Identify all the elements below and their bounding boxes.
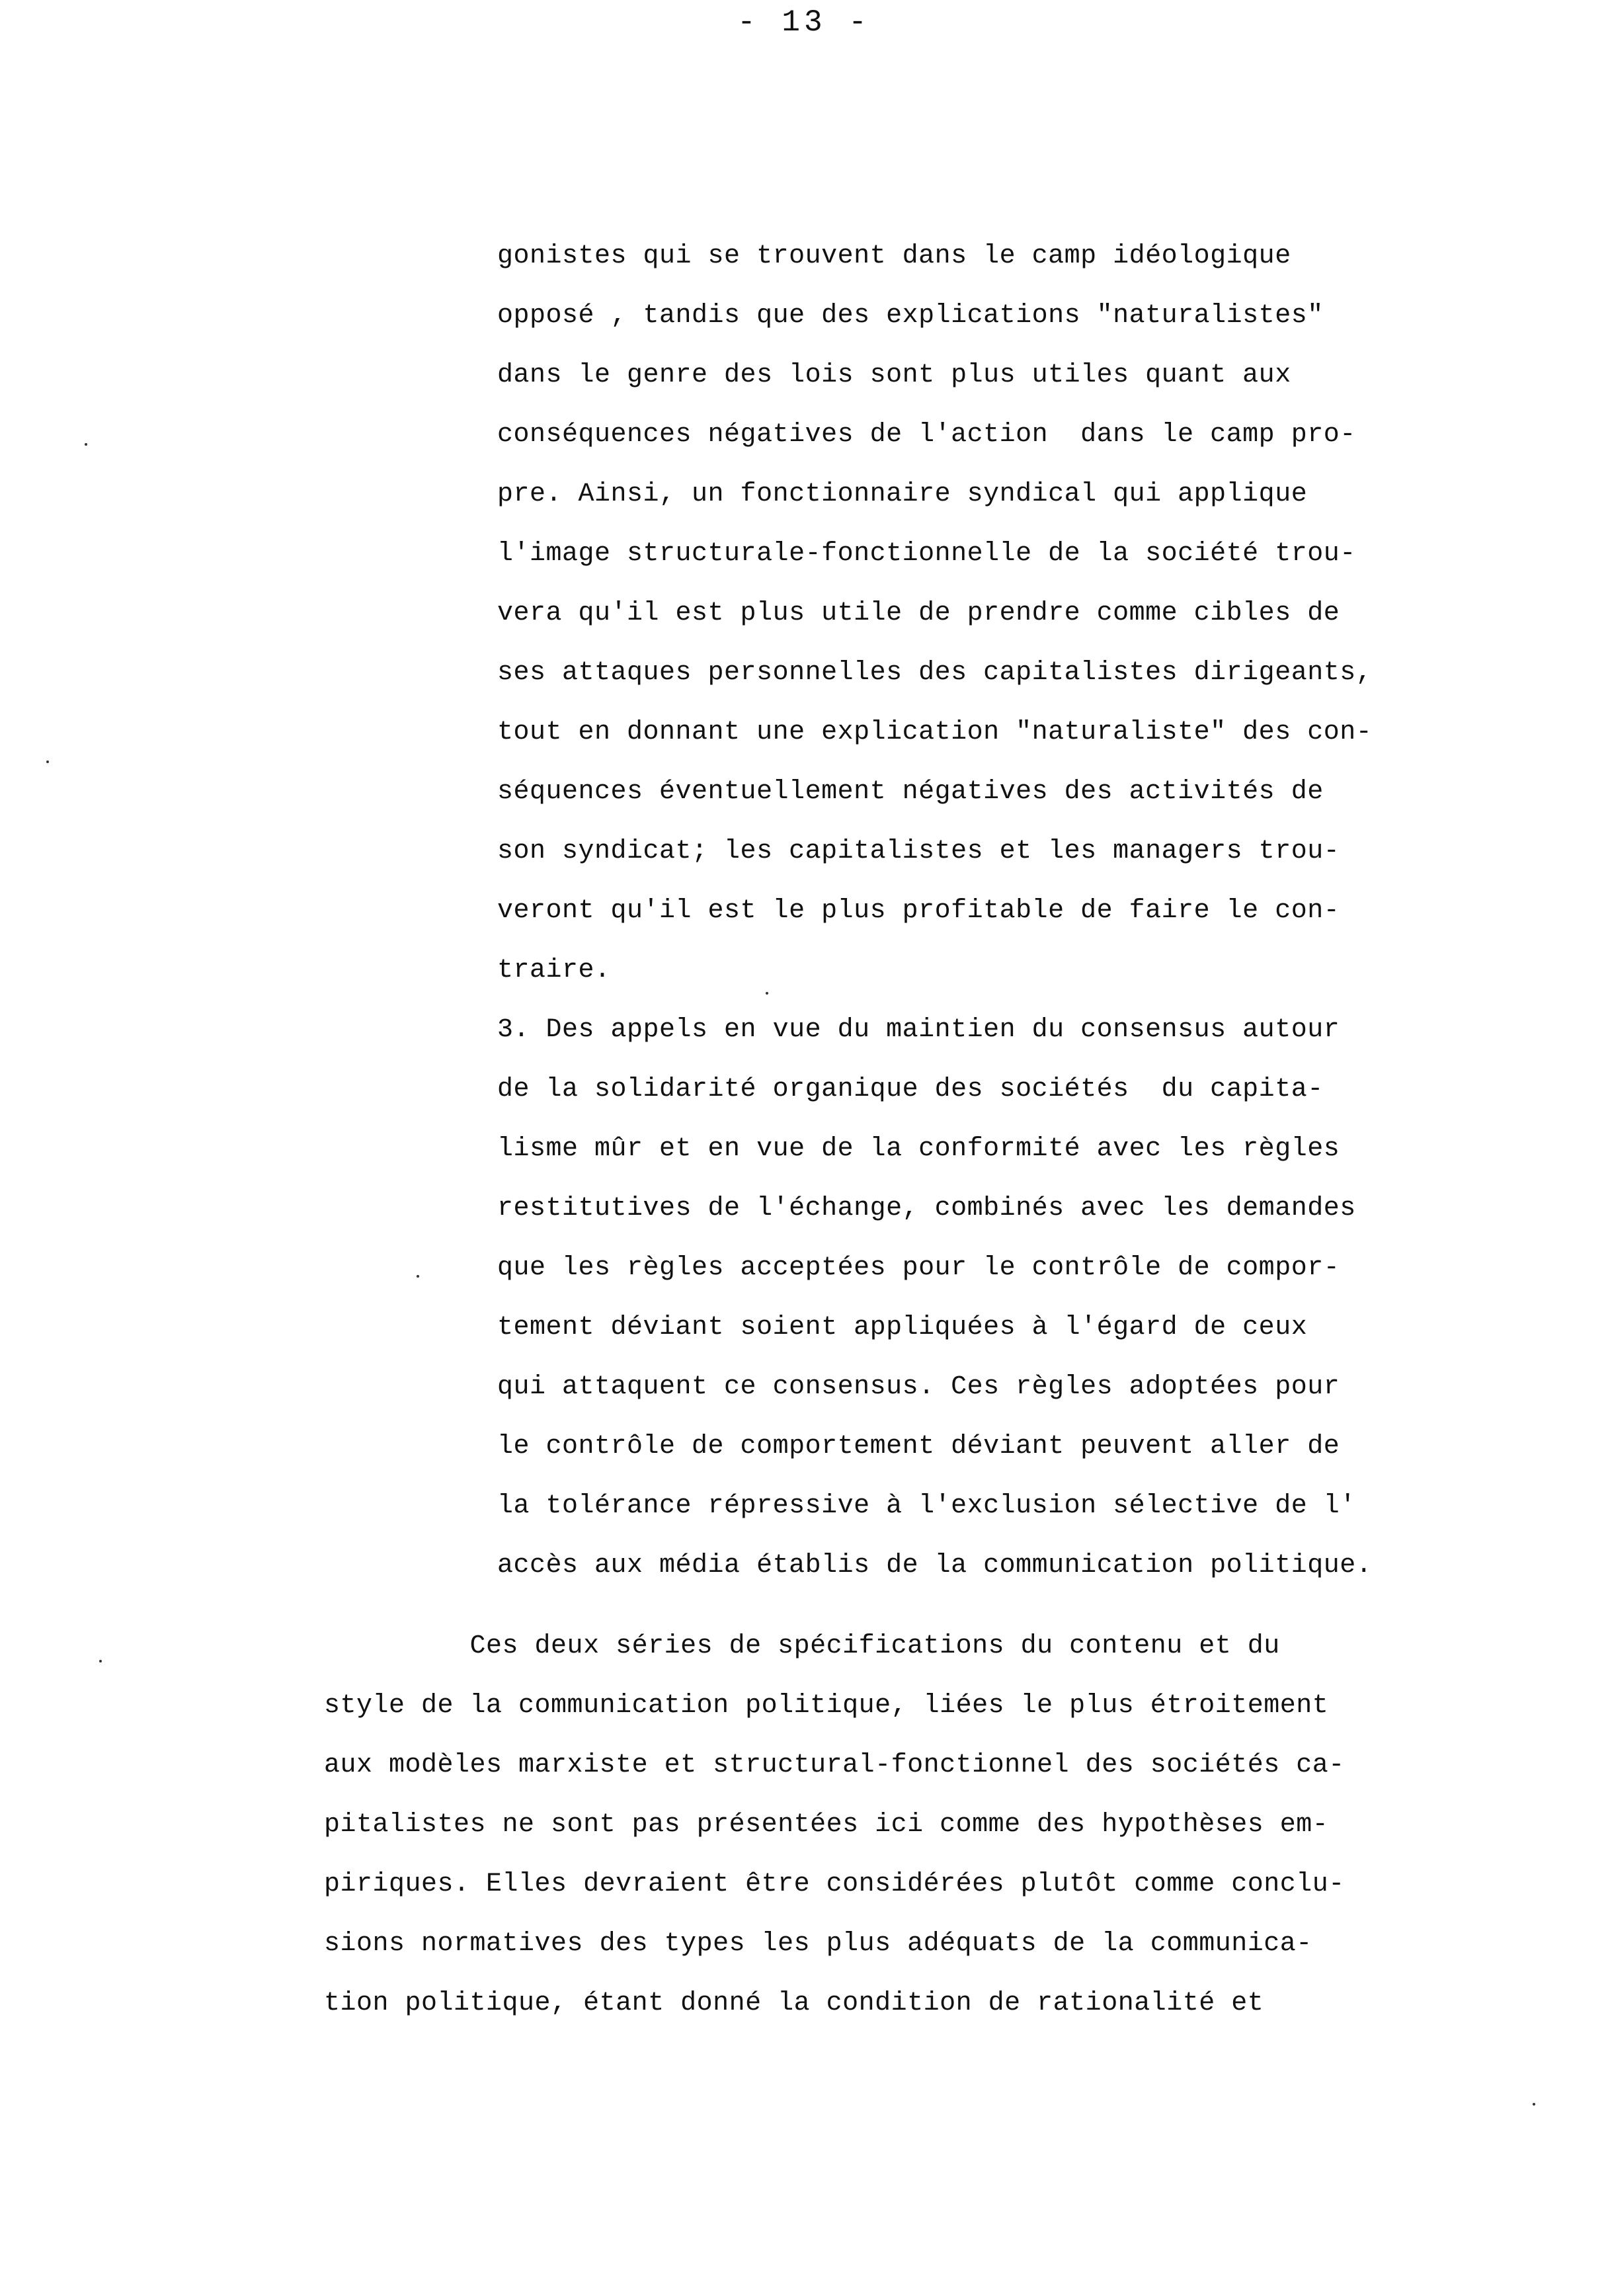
text-line: tion politique, étant donné la condition de rationalité et — [324, 1988, 1264, 2018]
text-line: que les règles acceptées pour le contrôle de compor- — [497, 1253, 1340, 1283]
text-line: piriques. Elles devraient être considérées plutôt comme conclu- — [324, 1869, 1345, 1899]
text-line: lisme mûr et en vue de la conformité avec les règles — [497, 1134, 1340, 1164]
scan-speck — [99, 1660, 102, 1662]
scan-speck — [85, 443, 87, 446]
text-line: opposé , tandis que des explications "naturalistes" — [497, 301, 1324, 331]
text-line: accès aux média établis de la communication politique. — [497, 1551, 1373, 1580]
text-line: la tolérance répressive à l'exclusion sélective de l' — [497, 1491, 1356, 1521]
text-line: veront qu'il est le plus profitable de faire le con- — [497, 896, 1340, 926]
scan-speck — [1533, 2103, 1535, 2106]
text-line: aux modèles marxiste et structural-fonctionnel des sociétés ca- — [324, 1750, 1345, 1780]
text-line: restitutives de l'échange, combinés avec les demandes — [497, 1194, 1356, 1223]
text-line: pre. Ainsi, un fonctionnaire syndical qui applique — [497, 479, 1308, 509]
text-line: traire. — [497, 956, 611, 985]
text-line: dans le genre des lois sont plus utiles quant aux — [497, 360, 1291, 390]
text-line: le contrôle de comportement déviant peuvent aller de — [497, 1432, 1340, 1461]
page-number: - 13 - — [737, 5, 871, 40]
text-line: sions normatives des types les plus adéquats de la communica- — [324, 1929, 1312, 1959]
text-line: vera qu'il est plus utile de prendre comme cibles de — [497, 598, 1340, 628]
text-line: Ces deux séries de spécifications du contenu et du — [324, 1631, 1280, 1661]
text-line: tout en donnant une explication "naturaliste" des con- — [497, 718, 1373, 747]
text-line: l'image structurale-fonctionnelle de la société trou- — [497, 539, 1356, 569]
text-line: son syndicat; les capitalistes et les managers trou- — [497, 837, 1340, 866]
text-line: ses attaques personnelles des capitalistes dirigeants, — [497, 658, 1373, 688]
text-line: séquences éventuellement négatives des activités de — [497, 777, 1324, 807]
scan-speck — [766, 992, 768, 995]
text-line: pitalistes ne sont pas présentées ici comme des hypothèses em- — [324, 1810, 1329, 1840]
text-line: de la solidarité organique des sociétés du capita- — [497, 1075, 1324, 1104]
scan-speck — [417, 1275, 419, 1278]
text-line: gonistes qui se trouvent dans le camp idéologique — [497, 241, 1291, 271]
scan-speck — [46, 760, 49, 763]
text-line: qui attaquent ce consensus. Ces règles adoptées pour — [497, 1372, 1340, 1402]
text-line: tement déviant soient appliquées à l'égard de ceux — [497, 1313, 1308, 1342]
text-line: conséquences négatives de l'action dans le camp pro- — [497, 420, 1356, 450]
text-line: style de la communication politique, liées le plus étroitement — [324, 1691, 1329, 1721]
text-line: 3. Des appels en vue du maintien du consensus autour — [497, 1015, 1340, 1045]
